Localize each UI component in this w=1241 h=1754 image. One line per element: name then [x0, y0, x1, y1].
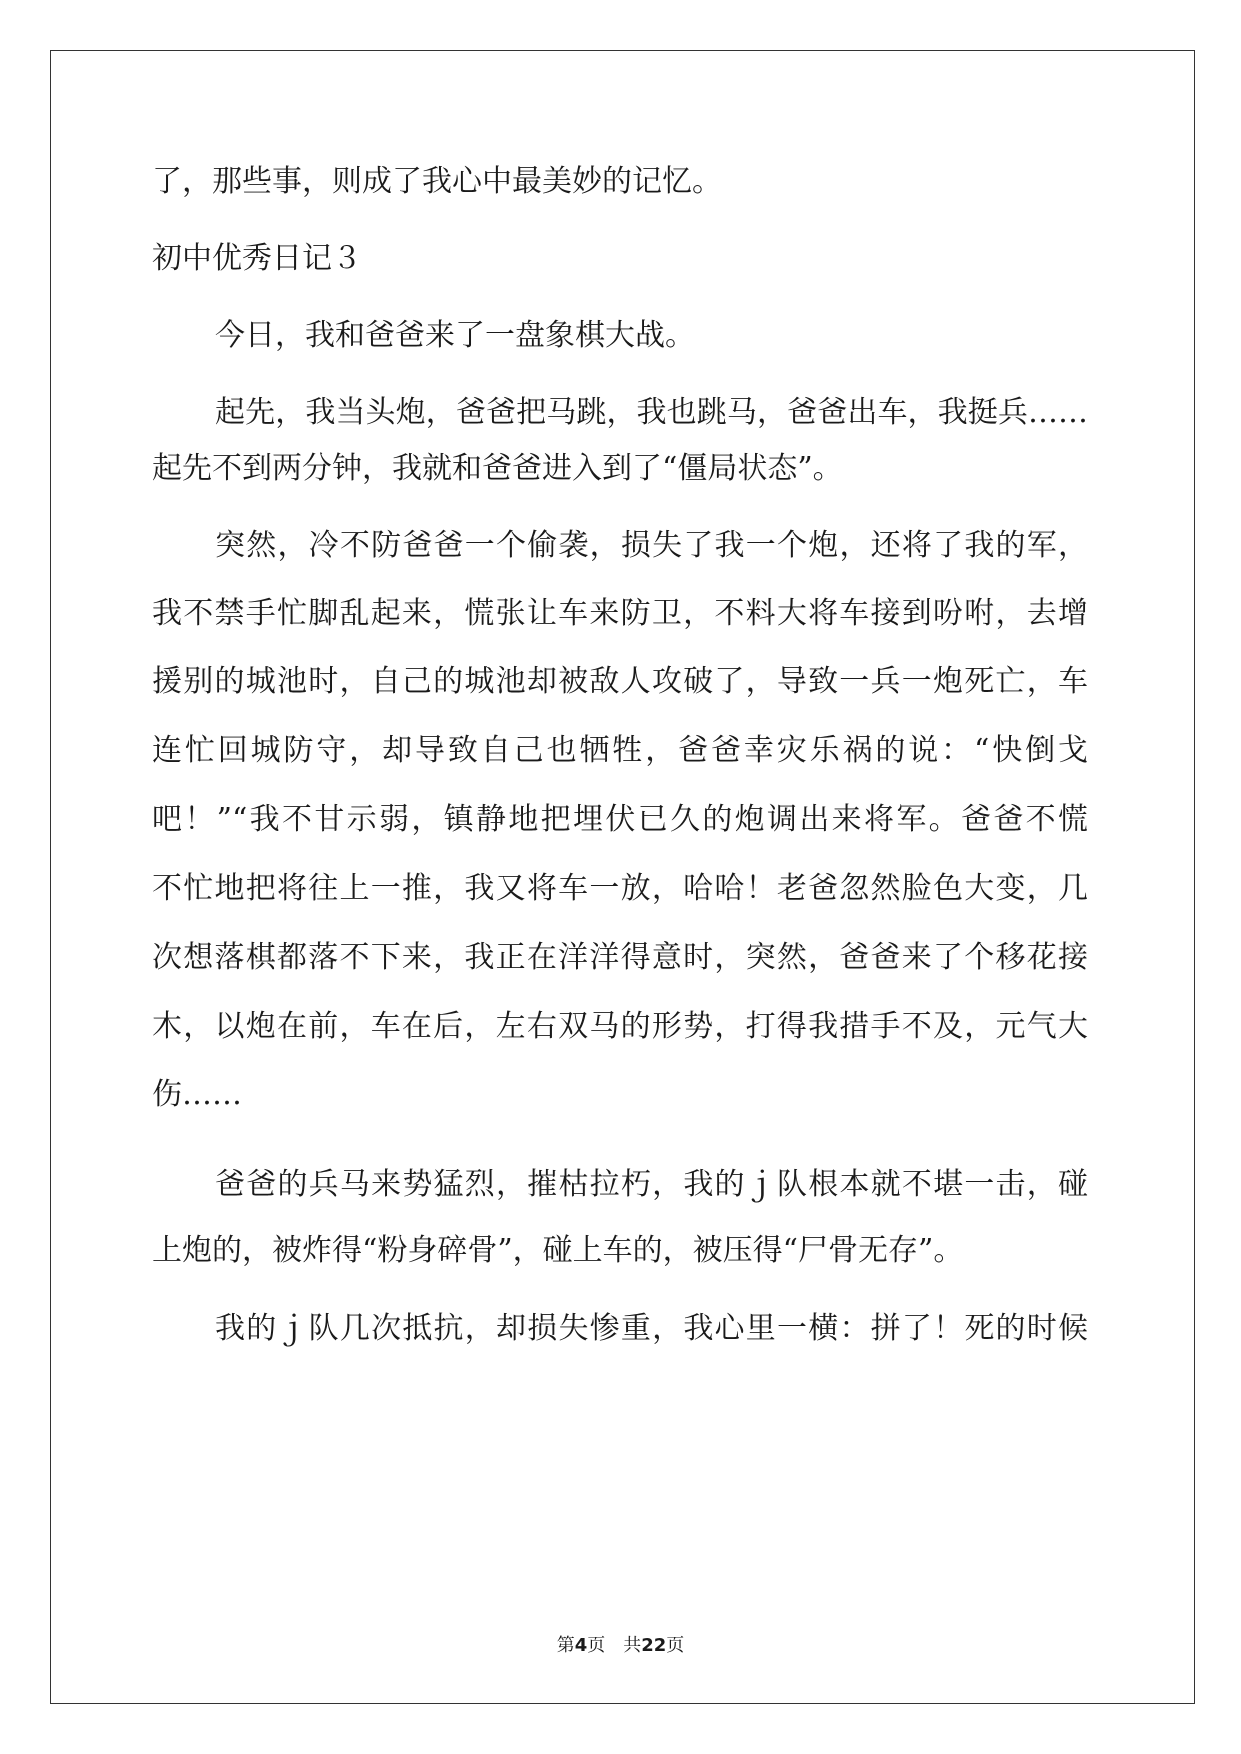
text-line: 我的ｊ队几次抵抗，却损失惨重，我心里一横：拼了！死的时候	[215, 1311, 1088, 1346]
text-line: 今日，我和爸爸来了一盘象棋大战。	[215, 318, 695, 353]
text-line: 爸爸的兵马来势猛烈，摧枯拉朽，我的ｊ队根本就不堪一击，碰	[215, 1167, 1088, 1202]
text-line: 伤……	[152, 1077, 242, 1112]
footer-total-suffix: 页	[666, 1635, 685, 1656]
text-line: 木，以炮在前，车在后，左右双马的形势，打得我措手不及，元气大	[152, 1009, 1088, 1044]
footer-page-suffix: 页	[587, 1635, 606, 1656]
text-line: 上炮的，被炸得“粉身碎骨”，碰上车的，被压得“尸骨无存”。	[152, 1233, 964, 1268]
text-line: 吧！”“我不甘示弱，镇静地把埋伏已久的炮调出来将军。爸爸不慌	[152, 802, 1088, 837]
text-line: 起先，我当头炮，爸爸把马跳，我也跳马，爸爸出车，我挺兵……	[215, 395, 1088, 430]
footer-prefix: 第	[556, 1635, 575, 1656]
text-line: 援别的城池时，自己的城池却被敌人攻破了，导致一兵一炮死亡，车	[152, 664, 1088, 699]
footer-page-number: 4	[574, 1635, 588, 1656]
page-footer	[0, 1634, 1241, 1658]
text-line: 了，那些事，则成了我心中最美妙的记忆。	[152, 164, 722, 199]
text-line: 不忙地把将往上一推，我又将车一放，哈哈！老爸忽然脸色大变，几	[152, 871, 1088, 906]
footer-total-prefix: 共	[623, 1635, 642, 1656]
text-line: 突然，冷不防爸爸一个偷袭，损失了我一个炮，还将了我的军，	[215, 528, 1088, 563]
section-heading: 初中优秀日记３	[152, 241, 362, 276]
text-line: 我不禁手忙脚乱起来，慌张让车来防卫，不料大将车接到吩咐，去增	[152, 596, 1088, 631]
text-line: 起先不到两分钟，我就和爸爸进入到了“僵局状态”。	[152, 451, 843, 486]
text-line: 连忙回城防守，却导致自己也牺牲，爸爸幸灾乐祸的说：“快倒戈	[152, 733, 1088, 768]
text-line: 次想落棋都落不下来，我正在洋洋得意时，突然，爸爸来了个移花接	[152, 940, 1088, 975]
footer-total-pages: 22	[641, 1635, 667, 1656]
